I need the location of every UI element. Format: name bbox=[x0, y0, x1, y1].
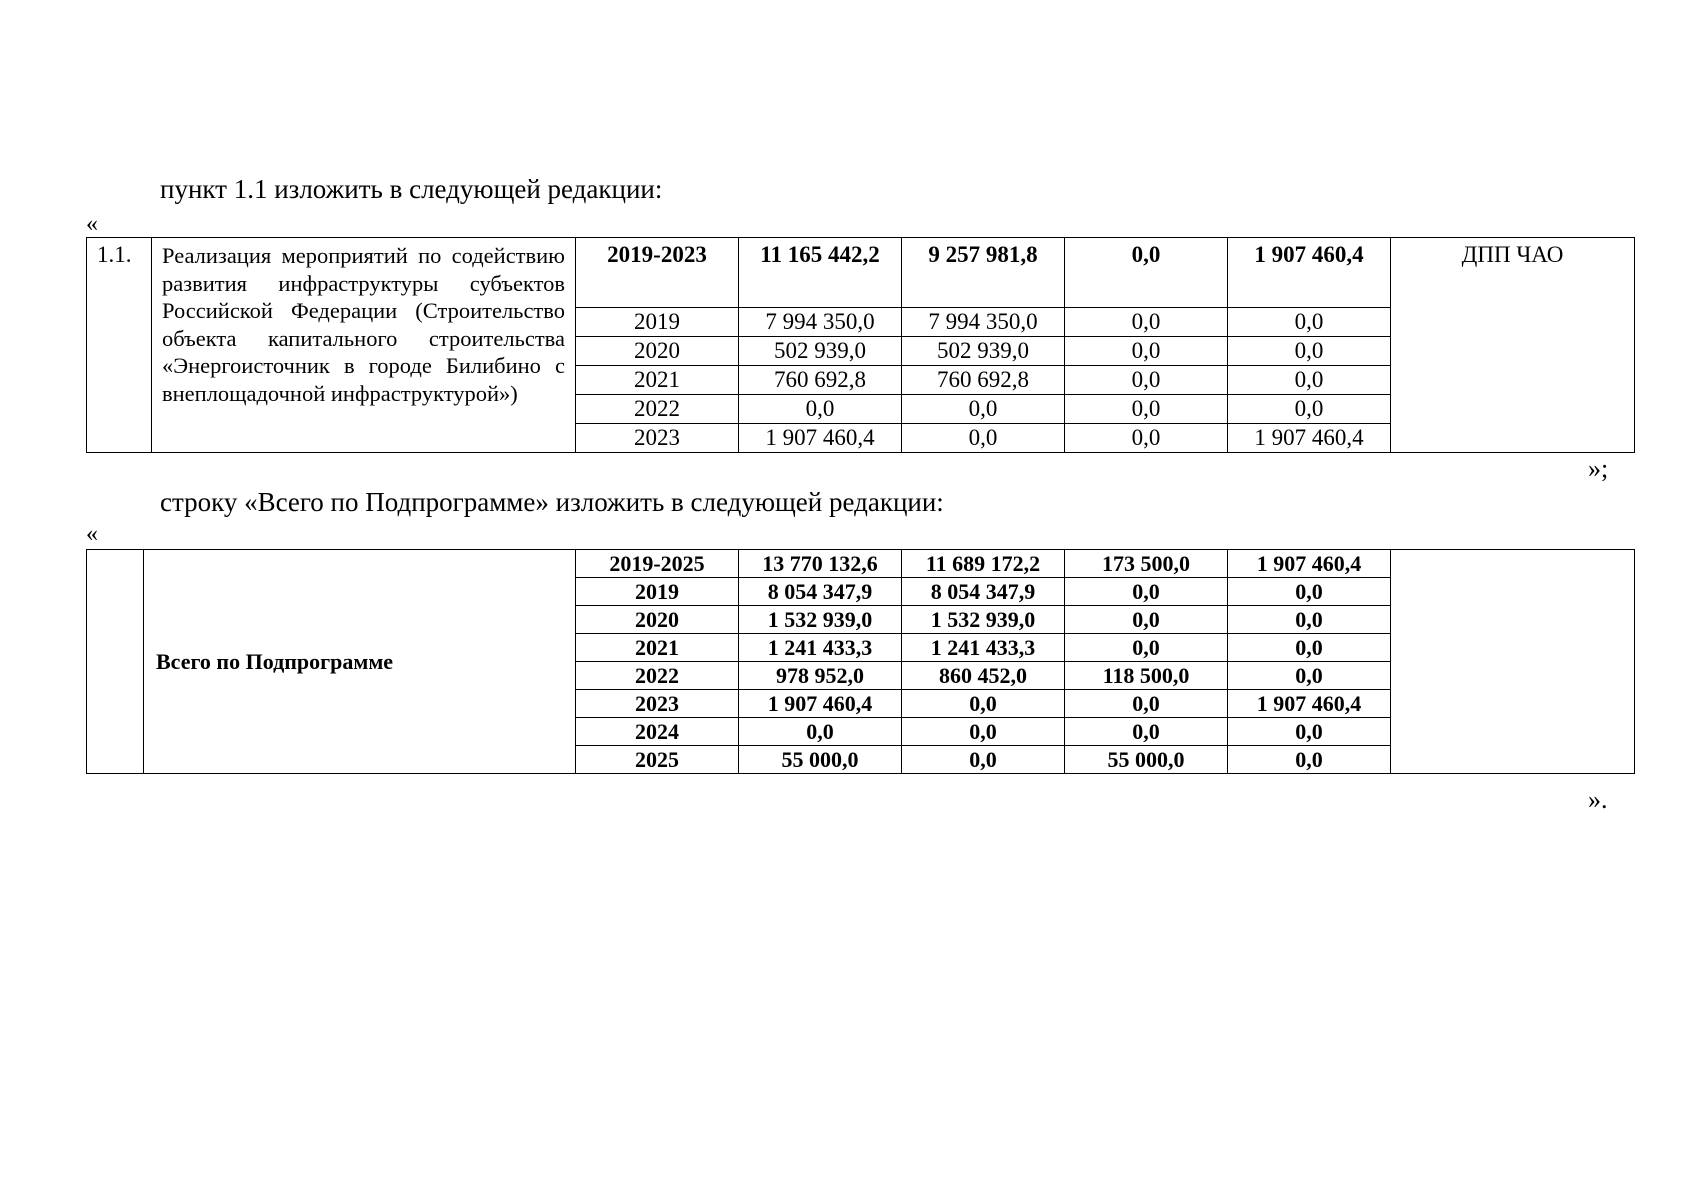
empty-responsible-cell bbox=[1391, 550, 1635, 774]
cell-year: 2024 bbox=[576, 718, 739, 746]
cell-col4: 0,0 bbox=[1228, 662, 1391, 690]
cell-total: 502 939,0 bbox=[739, 337, 902, 366]
cell-total: 1 241 433,3 bbox=[739, 634, 902, 662]
cell-year: 2020 bbox=[576, 606, 739, 634]
cell-total: 0,0 bbox=[739, 718, 902, 746]
cell-col3: 0,0 bbox=[1065, 308, 1228, 337]
cell-col3: 0,0 bbox=[1065, 337, 1228, 366]
cell-col3: 0,0 bbox=[1065, 238, 1228, 308]
row-name: Реализация мероприятий по содействию развития инфраструктуры субъектов Российской Федерации (Строительство объекта капитального строительства «Энергоисточник в городе Билибино с внеплощадочной инфраструктурой») bbox=[152, 238, 576, 453]
cell-total: 8 054 347,9 bbox=[739, 578, 902, 606]
total-label: Всего по Подпрограмме bbox=[144, 550, 576, 774]
cell-year: 2022 bbox=[576, 662, 739, 690]
cell-total: 978 952,0 bbox=[739, 662, 902, 690]
cell-year: 2019 bbox=[576, 578, 739, 606]
cell-total: 1 532 939,0 bbox=[739, 606, 902, 634]
section1-table bbox=[86, 237, 1635, 453]
cell-col3: 118 500,0 bbox=[1065, 662, 1228, 690]
cell-col4: 0,0 bbox=[1228, 578, 1391, 606]
row-index: 1.1. bbox=[87, 238, 152, 453]
cell-year: 2021 bbox=[576, 634, 739, 662]
empty-index-cell bbox=[87, 550, 144, 774]
cell-period: 2019-2025 bbox=[576, 550, 739, 578]
cell-total: 1 907 460,4 bbox=[739, 424, 902, 453]
cell-col4: 0,0 bbox=[1228, 366, 1391, 395]
cell-year: 2025 bbox=[576, 746, 739, 774]
cell-col4: 1 907 460,4 bbox=[1228, 238, 1391, 308]
cell-col2: 502 939,0 bbox=[902, 337, 1065, 366]
cell-total: 1 907 460,4 bbox=[739, 690, 902, 718]
section2-quote-open: « bbox=[86, 521, 98, 547]
section2-intro: строку «Всего по Подпрограмме» изложить в следующей редакции: bbox=[160, 487, 944, 517]
cell-col2: 760 692,8 bbox=[902, 366, 1065, 395]
cell-col2: 0,0 bbox=[902, 395, 1065, 424]
cell-col3: 55 000,0 bbox=[1065, 746, 1228, 774]
section2-quote-close: ». bbox=[1588, 785, 1608, 814]
cell-col3: 0,0 bbox=[1065, 718, 1228, 746]
cell-col4: 0,0 bbox=[1228, 746, 1391, 774]
cell-year: 2021 bbox=[576, 366, 739, 395]
section2-table bbox=[86, 549, 1635, 774]
section1-intro: пункт 1.1 изложить в следующей редакции: bbox=[160, 174, 663, 204]
cell-col3: 0,0 bbox=[1065, 690, 1228, 718]
cell-col3: 0,0 bbox=[1065, 634, 1228, 662]
cell-col3: 0,0 bbox=[1065, 366, 1228, 395]
cell-col3: 173 500,0 bbox=[1065, 550, 1228, 578]
cell-total: 13 770 132,6 bbox=[739, 550, 902, 578]
section1-quote-open: « bbox=[86, 211, 98, 237]
cell-col4: 1 907 460,4 bbox=[1228, 424, 1391, 453]
cell-col4: 0,0 bbox=[1228, 395, 1391, 424]
cell-col2: 8 054 347,9 bbox=[902, 578, 1065, 606]
cell-col3: 0,0 bbox=[1065, 606, 1228, 634]
cell-total: 7 994 350,0 bbox=[739, 308, 902, 337]
cell-year: 2023 bbox=[576, 424, 739, 453]
cell-col2: 11 689 172,2 bbox=[902, 550, 1065, 578]
cell-col4: 0,0 bbox=[1228, 606, 1391, 634]
cell-col2: 0,0 bbox=[902, 746, 1065, 774]
cell-year: 2022 bbox=[576, 395, 739, 424]
cell-year: 2019 bbox=[576, 308, 739, 337]
cell-col3: 0,0 bbox=[1065, 395, 1228, 424]
cell-col4: 0,0 bbox=[1228, 337, 1391, 366]
cell-col4: 0,0 bbox=[1228, 308, 1391, 337]
cell-col4: 1 907 460,4 bbox=[1228, 690, 1391, 718]
cell-col2: 860 452,0 bbox=[902, 662, 1065, 690]
cell-col2: 1 532 939,0 bbox=[902, 606, 1065, 634]
cell-total: 0,0 bbox=[739, 395, 902, 424]
cell-col2: 9 257 981,8 bbox=[902, 238, 1065, 308]
cell-col4: 1 907 460,4 bbox=[1228, 550, 1391, 578]
cell-col2: 7 994 350,0 bbox=[902, 308, 1065, 337]
section1-quote-close: »; bbox=[1588, 454, 1609, 483]
cell-col3: 0,0 bbox=[1065, 424, 1228, 453]
cell-period: 2019-2023 bbox=[576, 238, 739, 308]
cell-col2: 0,0 bbox=[902, 424, 1065, 453]
cell-col2: 0,0 bbox=[902, 690, 1065, 718]
cell-total: 760 692,8 bbox=[739, 366, 902, 395]
cell-col4: 0,0 bbox=[1228, 718, 1391, 746]
cell-col2: 0,0 bbox=[902, 718, 1065, 746]
cell-col2: 1 241 433,3 bbox=[902, 634, 1065, 662]
table-row bbox=[87, 238, 1635, 308]
table-row bbox=[87, 550, 1635, 578]
cell-year: 2020 bbox=[576, 337, 739, 366]
cell-total: 11 165 442,2 bbox=[739, 238, 902, 308]
cell-total: 55 000,0 bbox=[739, 746, 902, 774]
row-responsible: ДПП ЧАО bbox=[1391, 238, 1635, 453]
cell-col3: 0,0 bbox=[1065, 578, 1228, 606]
cell-col4: 0,0 bbox=[1228, 634, 1391, 662]
cell-year: 2023 bbox=[576, 690, 739, 718]
